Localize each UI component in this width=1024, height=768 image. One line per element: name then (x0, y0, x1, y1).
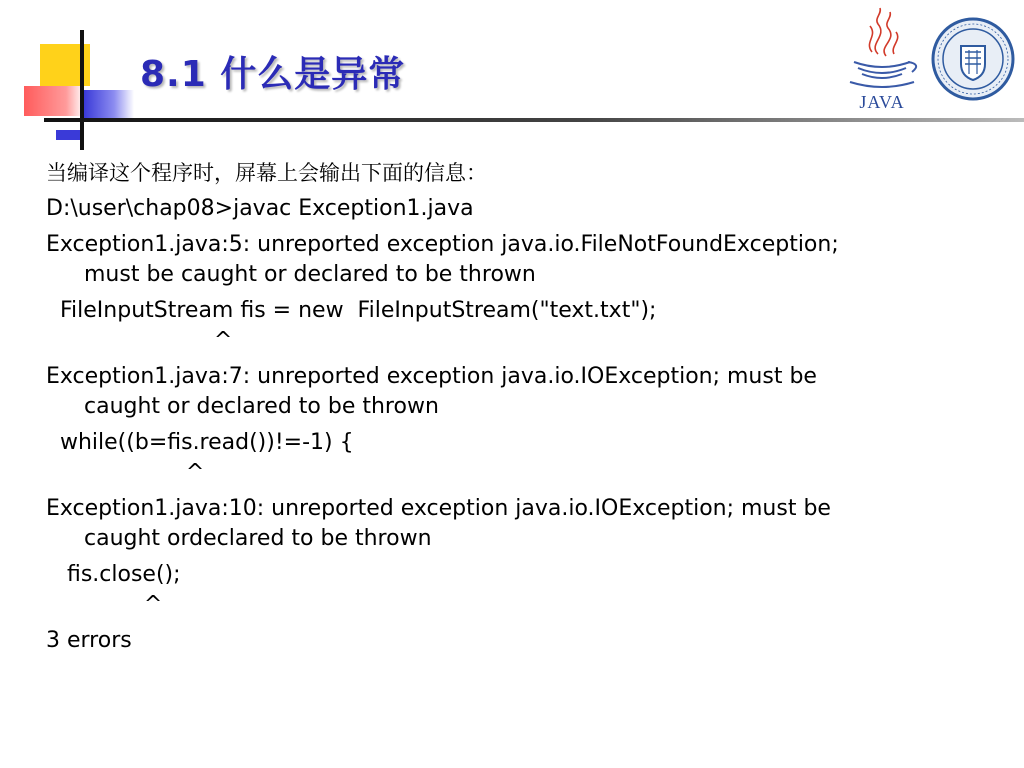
code-line-2: while((b=fis.read())!=-1) { (46, 430, 354, 455)
error-line-1-cont: must be caught or declared to be thrown (84, 262, 536, 287)
intro-text: 当编译这个程序时，屏幕上会输出下面的信息： (46, 161, 487, 185)
title-underline-divider (44, 118, 1024, 122)
error-line-3: Exception1.java:10: unreported exception java.io.IOException; must be (46, 496, 831, 521)
caret-2: ^ (46, 460, 205, 485)
java-logo (838, 6, 926, 114)
error-line-1: Exception1.java:5: unreported exception java.io.FileNotFoundException; (46, 232, 839, 257)
code-line-3: fis.close(); (46, 562, 181, 587)
command-line: D:\user\chap08>javac Exception1.java (46, 196, 474, 221)
slide-body (46, 158, 996, 656)
decor-vertical-line (80, 30, 84, 150)
error-count: 3 errors (46, 628, 132, 653)
error-line-2-cont: caught or declared to be thrown (84, 394, 439, 419)
university-seal (930, 14, 1016, 104)
page-title: 8.1 什么是异常 (140, 54, 406, 95)
java-logo-text: JAVA (859, 92, 905, 112)
decor-blue-block (84, 90, 134, 118)
error-line-3-cont: caught ordeclared to be thrown (84, 526, 432, 551)
code-line-1: FileInputStream fis = new FileInputStream("text.txt"); (46, 298, 657, 323)
caret-3: ^ (46, 592, 163, 617)
error-line-2: Exception1.java:7: unreported exception java.io.IOException; must be (46, 364, 817, 389)
caret-1: ^ (46, 328, 233, 353)
decor-red-block (24, 86, 84, 116)
